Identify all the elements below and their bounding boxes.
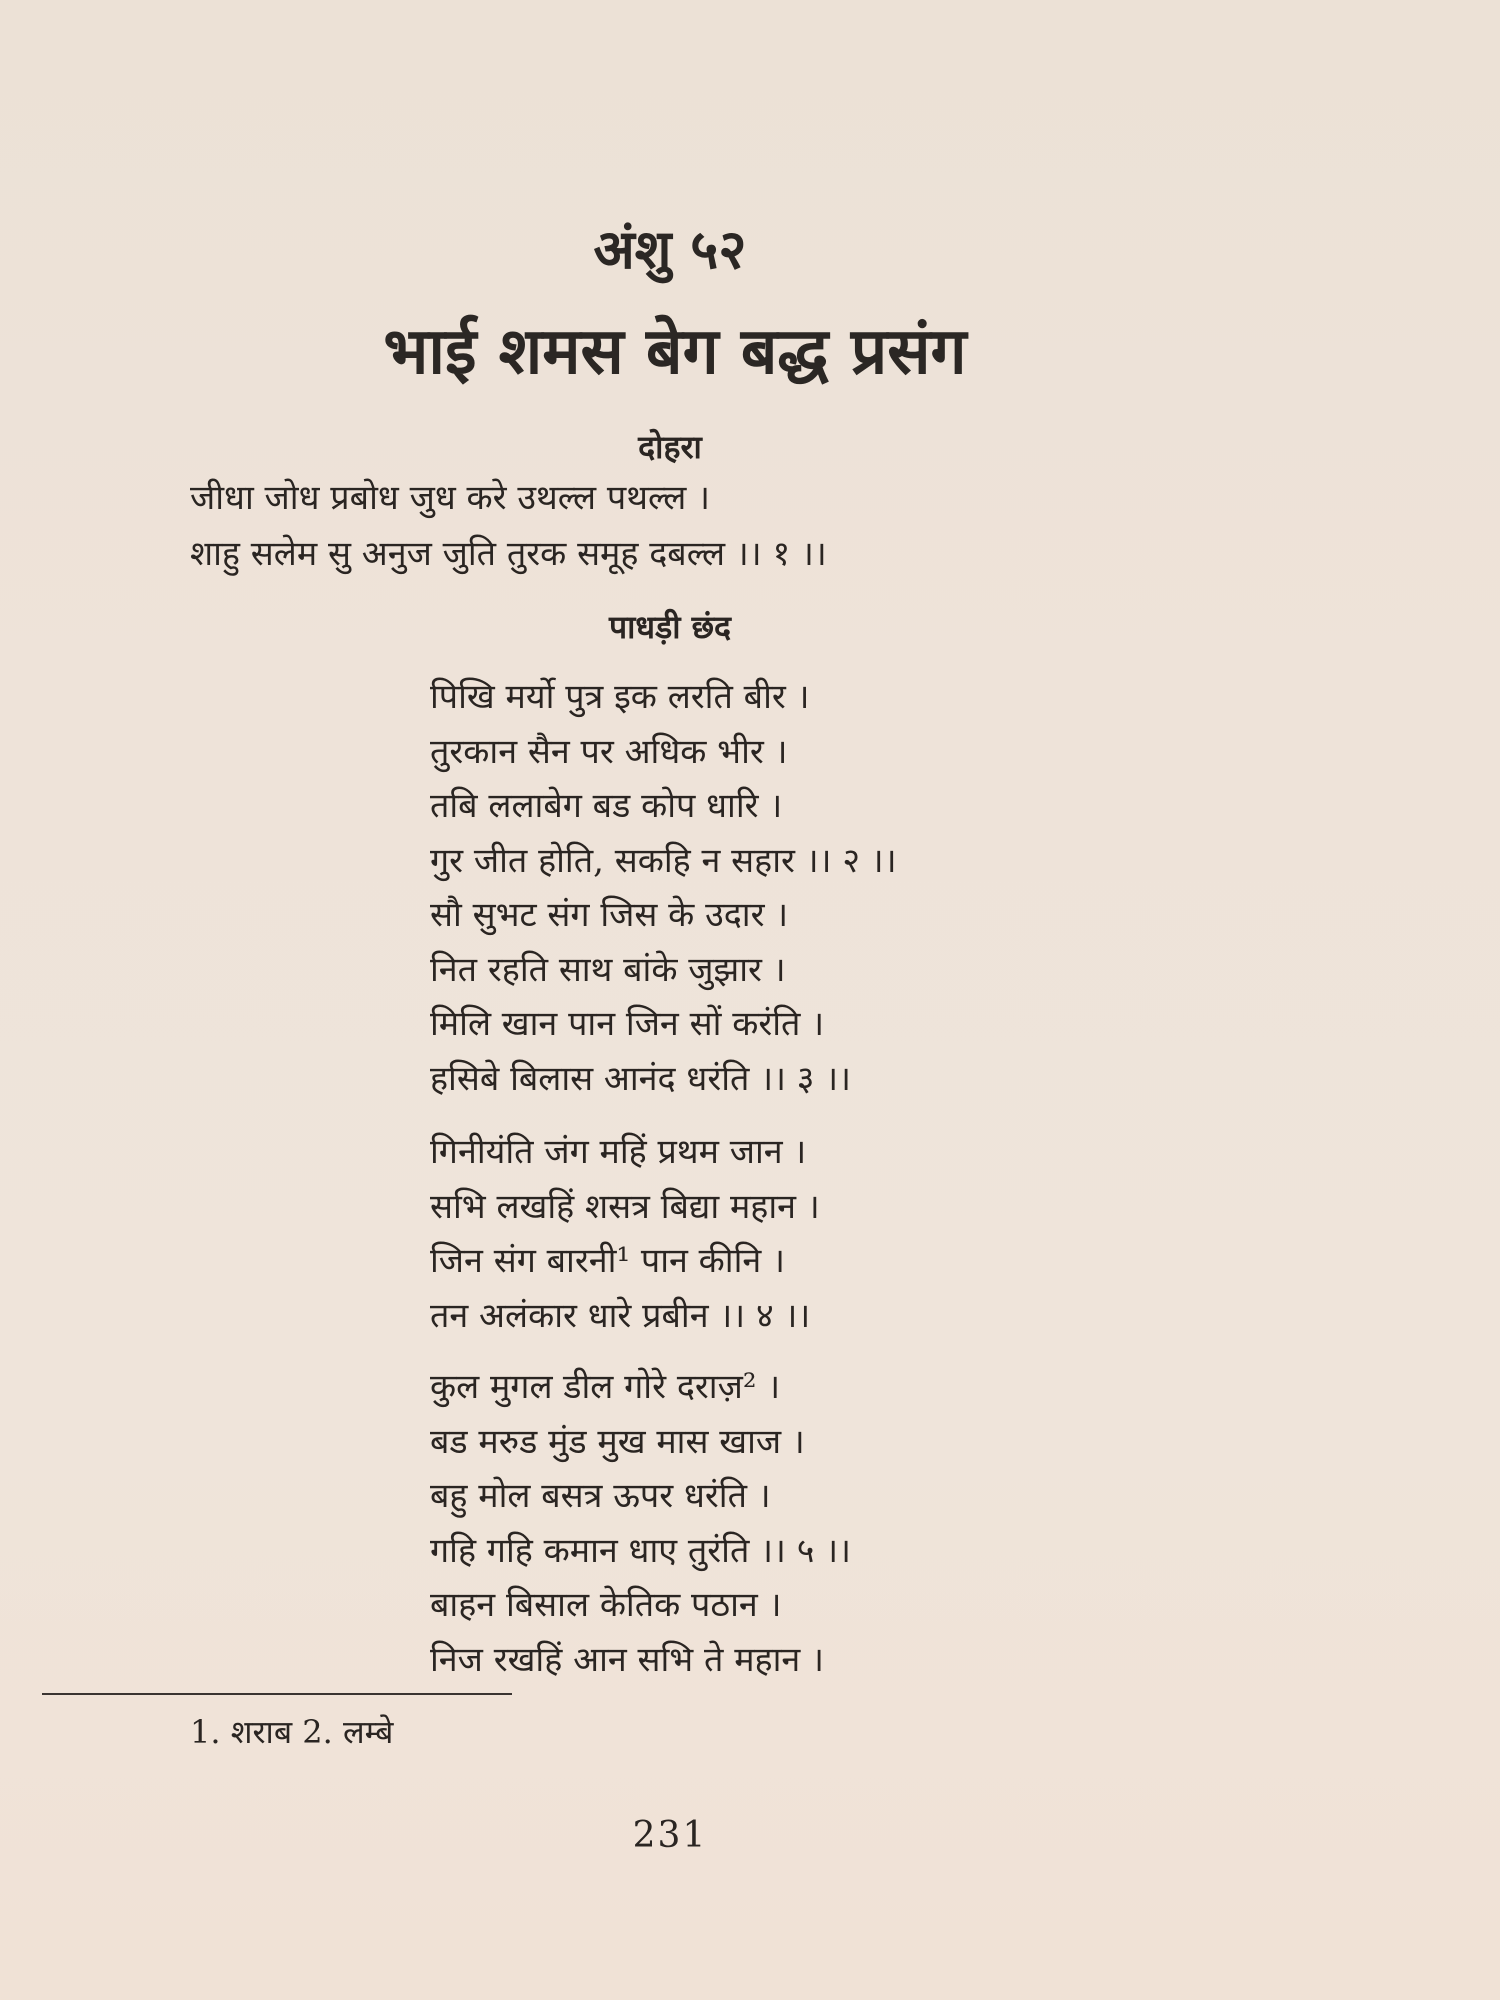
verse-line: तुरकान सैन पर अधिक भीर । [430,731,788,772]
verse-line: बाहन बिसाल केतिक पठान । [430,1585,782,1625]
page-number: 231 [632,1815,708,1856]
verse-line: शाहु सलेम सु अनुज जुति तुरक समूह दबल्ल ।। १ ।। [190,534,827,574]
verse-line: जिन संग बारनी¹ पान कीनि । [430,1241,785,1281]
dohra-verse [190,470,827,582]
footnote-divider [42,1693,512,1695]
verse-line: गुर जीत होति, सकहि न सहार ।। २ ।। [430,840,897,881]
verse-line: कुल मुगल डील गोरे दराज़² । [430,1367,781,1407]
page-title: भाई शमस बेग बद्ध प्रसंग [383,314,967,389]
verse-line: हसिबे बिलास आनंद धरंति ।। ३ ।। [430,1058,852,1099]
verse-line: बड मरुड मुंड मुख मास खाज । [430,1421,805,1462]
footnote: 1. शराब 2. लम्बे [190,1713,394,1751]
verse-line: गहि गहि कमान धाए तुरंति ।। ५ ।। [430,1530,851,1571]
verse-line: पिखि मर्यो पुत्र इक लरति बीर । [430,677,810,717]
verse-line: नित रहति साथ बांके जुझार । [430,949,786,990]
verse-group-2 [430,1125,820,1343]
verse-line: सभि लखहिं शसत्र बिद्या महान । [430,1186,820,1227]
section-heading-padhari: पाधड़ी छंद [608,608,732,646]
verse-line: सौ सुभट संग जिस के उदार । [430,895,789,935]
verse-line: मिलि खान पान जिन सों करंति । [430,1004,825,1044]
verse-group-3 [430,1360,851,1687]
verse-line: गिनीयंति जंग महिं प्रथम जान । [430,1132,807,1172]
verse-group-1 [430,670,897,1106]
verse-line: तबि ललाबेग बड कोप धारि । [430,786,783,826]
verse-line: बहु मोल बसत्र ऊपर धरंति । [430,1476,771,1516]
verse-line: जीधा जोध प्रबोध जुध करे उथल्ल पथल्ल । [190,478,711,518]
section-heading-dohra: दोहरा [638,428,702,466]
chapter-heading: अंशु ५२ [593,217,747,281]
verse-line: निज रखहिं आन सभि ते महान । [430,1639,824,1680]
verse-line: तन अलंकार धारे प्रबीन ।। ४ ।। [430,1295,811,1336]
